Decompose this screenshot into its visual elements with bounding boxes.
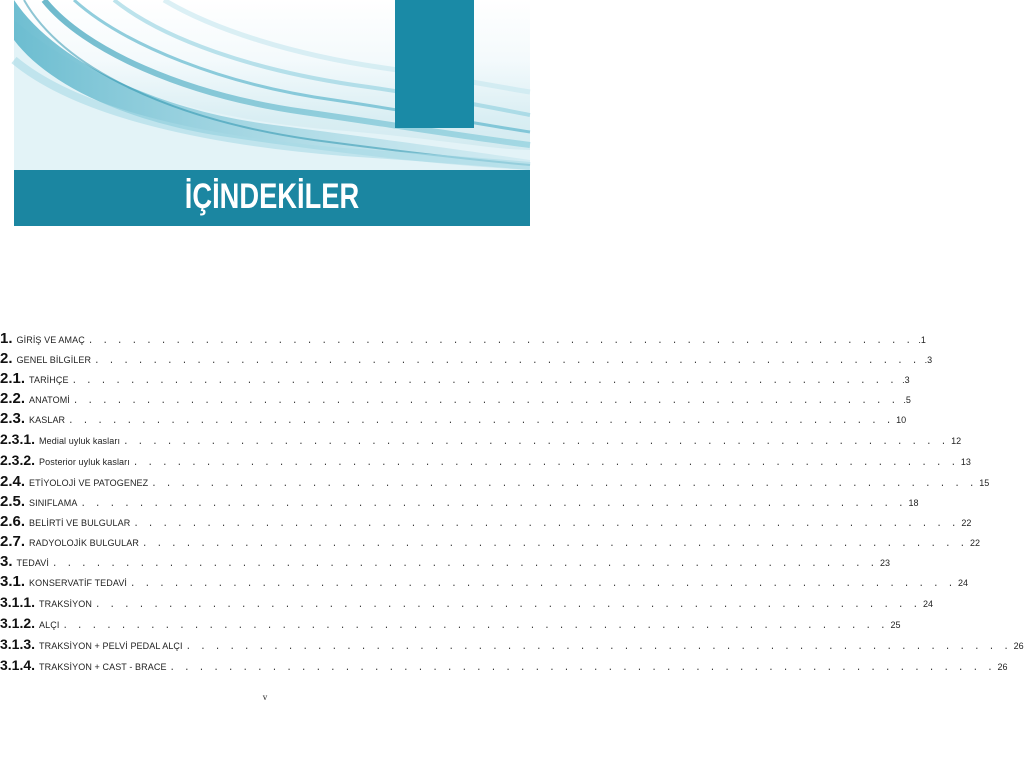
toc-leader: . . . . . . . . . . . . . . . . . . . . . . . . . . . . . . . . . . . . . . . . . . . . . . . . . . . . . . . . .: [123, 437, 949, 447]
toc-page: 12: [951, 436, 962, 446]
toc-title: TRAKSİYON: [39, 599, 92, 609]
toc-page: 13: [960, 457, 971, 467]
toc-title: KASLAR: [29, 415, 66, 425]
toc-number: 2.3.: [0, 410, 26, 427]
toc-leader: . . . . . . . . . . . . . . . . . . . . . . . . . . . . . . . . . . . . . . . . . . . . . . . . . . . . . . . . .: [51, 559, 877, 569]
toc-number: 2.6.: [0, 513, 26, 530]
toc-number: 2.1.: [0, 370, 26, 387]
toc-entry[interactable]: [0, 493, 919, 512]
toc-entry[interactable]: [0, 410, 907, 429]
toc-title: Medial uyluk kasları: [39, 436, 121, 446]
toc-leader: . . . . . . . . . . . . . . . . . . . . . . . . . . . . . . . . . . . . . . . . . . . . . . . . . . . . . . . . .: [141, 539, 967, 549]
page-number: v: [262, 692, 268, 702]
toc-title: TRAKSİYON + PELVİ PEDAL ALÇI: [39, 641, 183, 651]
toc-title: BELİRTİ VE BULGULAR: [29, 518, 131, 528]
toc-page: 25: [890, 620, 901, 630]
toc-page: 18: [908, 498, 919, 508]
toc-leader: . . . . . . . . . . . . . . . . . . . . . . . . . . . . . . . . . . . . . . . . . . . . . . . . . . . . . . . . .: [87, 336, 913, 346]
toc-number: 1.: [0, 330, 13, 347]
toc-entry[interactable]: [0, 330, 926, 349]
toc-title: ETİYOLOJİ VE PATOGENEZ: [29, 478, 149, 488]
toc-entry[interactable]: [0, 390, 911, 409]
toc-entry[interactable]: [0, 350, 933, 369]
toc-title: RADYOLOJİK BULGULAR: [29, 538, 139, 548]
toc-leader: . . . . . . . . . . . . . . . . . . . . . . . . . . . . . . . . . . . . . . . . . . . . . . . . . . . . . . . . .: [169, 663, 995, 673]
toc-number: 2.2.: [0, 390, 26, 407]
toc-title: Posterior uyluk kasları: [39, 457, 130, 467]
toc-page: .3: [902, 375, 910, 385]
toc-entry[interactable]: [0, 370, 910, 389]
toc-page: .5: [903, 395, 911, 405]
accent-block: [395, 0, 474, 128]
toc-page: 24: [958, 578, 969, 588]
toc-title: ANATOMİ: [29, 395, 70, 405]
toc-number: 3.: [0, 553, 13, 570]
toc-entry[interactable]: [0, 657, 1008, 676]
toc-page: 22: [961, 518, 972, 528]
toc-entry[interactable]: [0, 533, 980, 552]
toc-page: .1: [918, 335, 926, 345]
toc-page: 26: [1013, 641, 1024, 651]
toc-leader: . . . . . . . . . . . . . . . . . . . . . . . . . . . . . . . . . . . . . . . . . . . . . . . . . . . . . . . . .: [130, 579, 956, 589]
toc-number: 2.4.: [0, 473, 26, 490]
toc-leader: . . . . . . . . . . . . . . . . . . . . . . . . . . . . . . . . . . . . . . . . . . . . . . . . . . . . . . . . .: [68, 416, 894, 426]
toc-page: 23: [879, 558, 890, 568]
toc-leader: . . . . . . . . . . . . . . . . . . . . . . . . . . . . . . . . . . . . . . . . . . . . . . . . . . . . . . . . .: [151, 479, 977, 489]
toc-title: TRAKSİYON + CAST - BRACE: [39, 662, 167, 672]
toc-leader: . . . . . . . . . . . . . . . . . . . . . . . . . . . . . . . . . . . . . . . . . . . . . . . . . . . . . . . . .: [71, 376, 897, 386]
toc-leader: . . . . . . . . . . . . . . . . . . . . . . . . . . . . . . . . . . . . . . . . . . . . . . . . . . . . . . . . .: [132, 458, 958, 468]
toc-title: TEDAVİ: [16, 558, 49, 568]
toc-leader: . . . . . . . . . . . . . . . . . . . . . . . . . . . . . . . . . . . . . . . . . . . . . . . . . . . . . . . . .: [80, 499, 906, 509]
toc-entry[interactable]: [0, 615, 901, 634]
toc-entry[interactable]: [0, 594, 933, 613]
toc-page: 24: [922, 599, 933, 609]
toc-entry[interactable]: [0, 513, 972, 532]
toc-page: 26: [997, 662, 1008, 672]
toc-title: ALÇI: [39, 620, 60, 630]
toc-title: GENEL BİLGİLER: [16, 355, 92, 365]
toc-number: 3.1.2.: [0, 615, 36, 631]
toc-entry[interactable]: [0, 431, 962, 450]
toc-number: 2.: [0, 350, 13, 367]
page-title: İÇİNDEKİLER: [184, 177, 360, 216]
toc-entry[interactable]: [0, 553, 890, 572]
toc-number: 3.1.: [0, 573, 26, 590]
toc-leader: . . . . . . . . . . . . . . . . . . . . . . . . . . . . . . . . . . . . . . . . . . . . . . . . . . . . . . . . .: [94, 356, 920, 366]
toc-page: 15: [979, 478, 990, 488]
toc-number: 2.3.2.: [0, 452, 36, 468]
toc-page: 22: [969, 538, 980, 548]
toc-number: 2.7.: [0, 533, 26, 550]
toc-leader: . . . . . . . . . . . . . . . . . . . . . . . . . . . . . . . . . . . . . . . . . . . . . . . . . . . . . . . . .: [133, 519, 959, 529]
toc-title: SINIFLAMA: [29, 498, 78, 508]
toc-number: 3.1.4.: [0, 657, 36, 673]
toc-title: KONSERVATİF TEDAVİ: [29, 578, 128, 588]
toc-page: 10: [896, 415, 907, 425]
toc-leader: . . . . . . . . . . . . . . . . . . . . . . . . . . . . . . . . . . . . . . . . . . . . . . . . . . . . . . . . .: [62, 621, 888, 631]
toc-entry[interactable]: [0, 636, 1024, 655]
toc-leader: . . . . . . . . . . . . . . . . . . . . . . . . . . . . . . . . . . . . . . . . . . . . . . . . . . . . . . . . .: [185, 642, 1011, 652]
toc-entry[interactable]: [0, 573, 969, 592]
toc-number: 2.3.1.: [0, 431, 36, 447]
toc-number: 3.1.3.: [0, 636, 36, 652]
toc-leader: . . . . . . . . . . . . . . . . . . . . . . . . . . . . . . . . . . . . . . . . . . . . . . . . . . . . . . . . .: [72, 396, 898, 406]
toc-entry[interactable]: [0, 452, 971, 471]
toc-title: TARİHÇE: [29, 375, 69, 385]
toc-page: .3: [924, 355, 933, 365]
toc-number: 3.1.1.: [0, 594, 36, 610]
toc-leader: . . . . . . . . . . . . . . . . . . . . . . . . . . . . . . . . . . . . . . . . . . . . . . . . . . . . . . . . .: [94, 600, 920, 610]
toc-entry[interactable]: [0, 473, 990, 492]
toc-title: GİRİŞ VE AMAÇ: [16, 335, 85, 345]
title-bar: [14, 170, 530, 226]
toc-number: 2.5.: [0, 493, 26, 510]
